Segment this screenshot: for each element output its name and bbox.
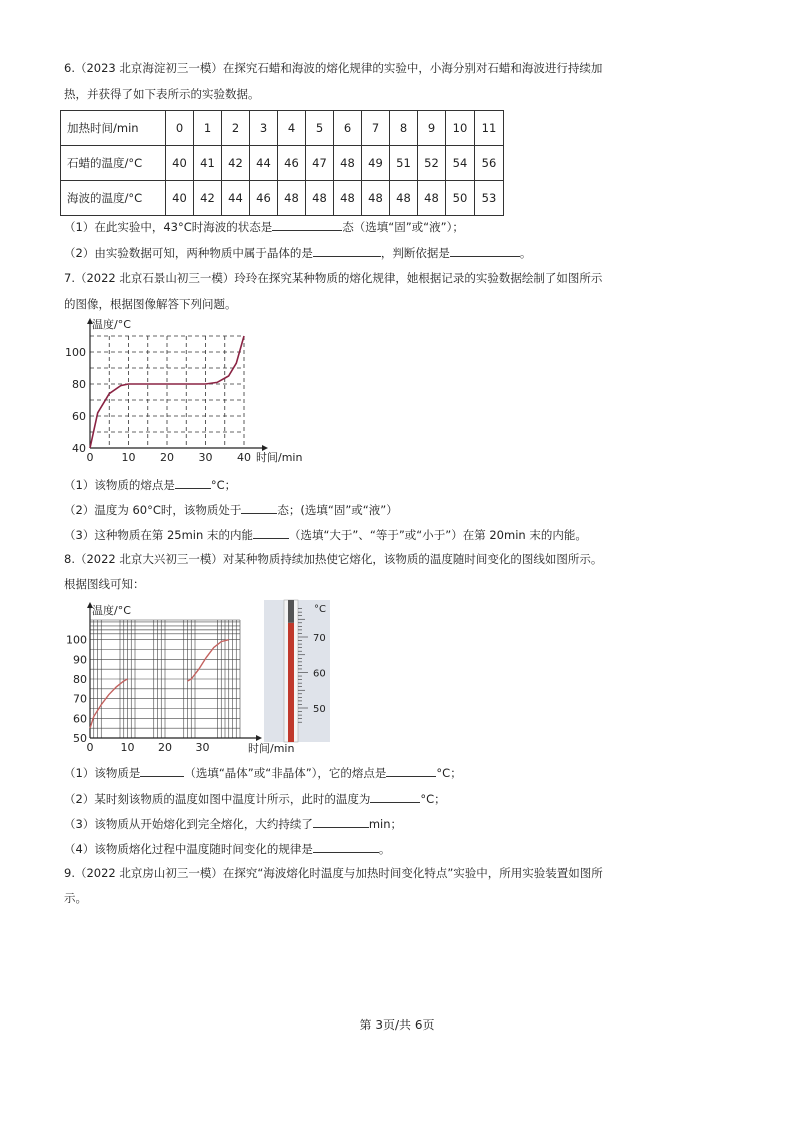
x-axis-label: 时间/min xyxy=(248,742,295,755)
q8-sub2 xyxy=(64,790,446,807)
series-line xyxy=(188,640,229,681)
q8-sub3-text-a: （3）该物质从开始熔化到完全熔化，大约持续了 xyxy=(64,817,313,831)
table-cell: 10 xyxy=(446,111,475,146)
x-axis-arrow xyxy=(256,735,262,741)
q8-sub1 xyxy=(64,764,462,781)
table-cell: 44 xyxy=(222,181,250,216)
table-cell: 8 xyxy=(390,111,418,146)
q8-sub4-text-a: （4）该物质熔化过程中温度随时间变化的规律是 xyxy=(64,842,313,856)
table-cell: 52 xyxy=(418,146,446,181)
q6-sub2-text-c: 。 xyxy=(519,246,532,260)
q6-sub1-text-b: 态（选填“固”或“液”）； xyxy=(342,220,464,234)
table-cell: 56 xyxy=(475,146,504,181)
y-tick-label: 80 xyxy=(73,673,87,686)
q7-chart xyxy=(64,316,304,466)
table-cell: 6 xyxy=(334,111,362,146)
q8-sub3 xyxy=(64,815,402,832)
x-tick-label: 0 xyxy=(86,741,94,754)
table-cell: 47 xyxy=(306,146,334,181)
table-cell: 7 xyxy=(362,111,390,146)
scale-label: 60 xyxy=(313,668,326,680)
q8-sub2-text-b: °C； xyxy=(420,792,446,806)
q6-sub2 xyxy=(64,244,531,261)
table-row xyxy=(61,111,504,146)
q6-data-table xyxy=(60,110,504,216)
table-cell: 48 xyxy=(418,181,446,216)
answer-blank[interactable] xyxy=(272,218,342,231)
table-cell: 54 xyxy=(446,146,475,181)
table-cell: 51 xyxy=(390,146,418,181)
q8-sub1-text-a: （1）该物质是 xyxy=(64,766,141,780)
table-cell: 11 xyxy=(475,111,504,146)
q9-intro-line2: 示。 xyxy=(64,891,87,905)
table-cell: 42 xyxy=(194,181,222,216)
x-tick-label: 0 xyxy=(86,451,94,464)
table-cell: 48 xyxy=(334,146,362,181)
table-cell: 46 xyxy=(278,146,306,181)
q6-intro-line2: 热，并获得了如下表所示的实验数据。 xyxy=(64,87,260,101)
q7-sub1-text-b: °C； xyxy=(210,478,237,492)
table-cell: 48 xyxy=(278,181,306,216)
q8-intro-line2: 根据图线可知： xyxy=(64,577,145,591)
y-tick-label: 70 xyxy=(73,692,87,706)
table-row xyxy=(61,146,504,181)
q7-intro-line1: 7.（2022 北京石景山初三一模）玲玲在探究某种物质的熔化规律，她根据记录的实验数据绘制了如图所示 xyxy=(64,271,603,285)
table-cell: 2 xyxy=(222,111,250,146)
table-cell: 40 xyxy=(166,181,194,216)
table-cell: 40 xyxy=(166,146,194,181)
q6-intro-line1: 6.（2023 北京海淀初三一模）在探究石蜡和海波的熔化规律的实验中，小海分别对石蜡和海波进行持续加 xyxy=(64,61,603,75)
x-tick-label: 30 xyxy=(195,741,210,754)
table-cell: 46 xyxy=(250,181,278,216)
q7-sub3-text-a: （3）这种物质在第 25min 末的内能 xyxy=(64,528,253,542)
table-row xyxy=(61,181,504,216)
q7-sub1-text-a: （1）该物质的熔点是 xyxy=(64,478,175,492)
y-tick-label: 50 xyxy=(73,732,87,745)
table-cell: 海波的温度/°C xyxy=(61,181,166,216)
empty-capillary xyxy=(288,600,294,623)
answer-blank[interactable] xyxy=(140,764,184,777)
answer-blank[interactable] xyxy=(175,476,211,489)
q6-sub2-text-a: （2）由实验数据可知，两种物质中属于晶体的是 xyxy=(64,246,313,260)
y-tick-label: 60 xyxy=(72,410,86,423)
q7-sub2-text-b: 态；(选填“固”或“液”） xyxy=(277,503,398,517)
q7-sub3 xyxy=(64,526,587,543)
table-cell: 48 xyxy=(362,181,390,216)
table-cell: 9 xyxy=(418,111,446,146)
answer-blank[interactable] xyxy=(370,790,420,803)
table-cell: 53 xyxy=(475,181,504,216)
q6-sub2-text-b: ，判断依据是 xyxy=(380,246,450,260)
scale-label: 50 xyxy=(313,704,326,715)
table-cell: 石蜡的温度/°C xyxy=(61,146,166,181)
q8-thermometer-image xyxy=(264,600,330,742)
answer-blank[interactable] xyxy=(313,244,381,257)
table-cell: 5 xyxy=(306,111,334,146)
y-tick-label: 80 xyxy=(72,378,86,391)
series-line xyxy=(90,679,128,728)
answer-blank[interactable] xyxy=(313,840,379,853)
answer-blank[interactable] xyxy=(313,815,369,828)
q6-sub1 xyxy=(64,218,464,235)
x-tick-label: 10 xyxy=(120,741,135,754)
q8-sub4 xyxy=(64,840,390,857)
x-tick-label: 30 xyxy=(198,451,213,464)
table-cell: 48 xyxy=(390,181,418,216)
x-tick-label: 20 xyxy=(158,741,172,754)
answer-blank[interactable] xyxy=(253,526,289,539)
q7-intro-line2: 的图像，根据图像解答下列问题。 xyxy=(64,297,237,311)
x-tick-label: 40 xyxy=(237,451,251,464)
y-axis-label: 温度/°C xyxy=(92,604,131,617)
q7-sub3-text-b: （选填“大于”、“等于”或“小于”）在第 20min 末的内能。 xyxy=(288,528,587,542)
table-cell: 48 xyxy=(306,181,334,216)
table-cell: 加热时间/min xyxy=(61,111,166,146)
page-footer: 第 3页/共 6页 xyxy=(359,1018,435,1032)
q8-sub1-text-c: °C； xyxy=(436,766,462,780)
table-cell: 0 xyxy=(166,111,194,146)
answer-blank[interactable] xyxy=(241,501,277,514)
scale-label: 70 xyxy=(313,633,326,644)
y-tick-label: 90 xyxy=(73,653,87,667)
table-cell: 3 xyxy=(250,111,278,146)
y-tick-label: 100 xyxy=(66,633,87,647)
q8-sub4-text-b: 。 xyxy=(378,842,391,856)
mercury-column xyxy=(288,623,294,742)
table-cell: 50 xyxy=(446,181,475,216)
y-tick-label: 100 xyxy=(65,346,86,359)
x-tick-label: 10 xyxy=(121,451,136,464)
q9-intro-line1: 9.（2022 北京房山初三一模）在探究“海波熔化时温度与加热时间变化特点”实验中，所用实验装置如图所 xyxy=(64,866,603,880)
q8-sub2-text-a: （2）某时刻该物质的温度如图中温度计所示，此时的温度为 xyxy=(64,792,371,806)
table-cell: 48 xyxy=(334,181,362,216)
y-tick-label: 40 xyxy=(72,442,86,455)
table-cell: 42 xyxy=(222,146,250,181)
q7-sub2-text-a: （2）温度为 60°C时，该物质处于 xyxy=(64,503,242,517)
x-tick-label: 20 xyxy=(160,451,174,464)
q8-chart xyxy=(64,600,295,760)
unit-label: °C xyxy=(314,604,326,615)
q7-sub1 xyxy=(64,476,236,493)
table-cell: 49 xyxy=(362,146,390,181)
q6-sub1-text-a: （1）在此实验中，43°C时海波的状态是 xyxy=(64,220,273,234)
y-tick-label: 60 xyxy=(73,712,87,726)
q8-sub3-text-b: min； xyxy=(368,817,403,831)
q8-sub1-text-b: （选填“晶体”或“非晶体”），它的熔点是 xyxy=(184,766,387,780)
table-cell: 4 xyxy=(278,111,306,146)
answer-blank[interactable] xyxy=(450,244,520,257)
table-cell: 41 xyxy=(194,146,222,181)
table-cell: 1 xyxy=(194,111,222,146)
q7-sub2 xyxy=(64,501,398,518)
q8-intro-line1: 8.（2022 北京大兴初三一模）对某种物质持续加热使它熔化，该物质的温度随时间变化的图线如图所示。 xyxy=(64,552,603,566)
answer-blank[interactable] xyxy=(386,764,436,777)
table-cell: 44 xyxy=(250,146,278,181)
y-axis-label: 温度/°C xyxy=(92,318,131,331)
x-axis-label: 时间/min xyxy=(256,451,303,464)
